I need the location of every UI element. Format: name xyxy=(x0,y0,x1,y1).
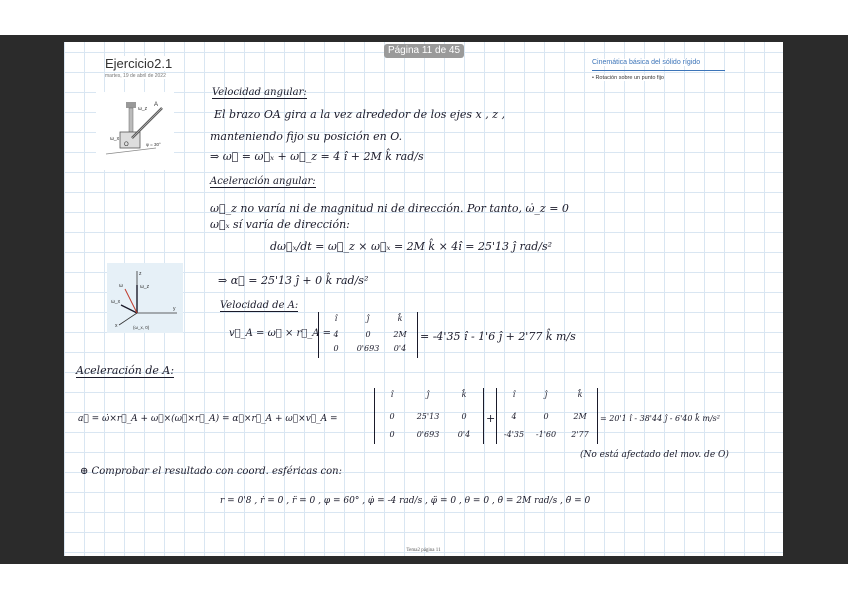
section-item[interactable]: • Rotación sobre un punto fijo xyxy=(592,75,664,81)
note-line-8-rhs: = -4'35 î - 1'6 ĵ + 2'77 k̂ m/s xyxy=(420,330,576,343)
note-line-9-lhs: a⃗ = ω̇×r⃗_A + ω⃗×(ω⃗×r⃗_A) = α⃗×r⃗_A + ω⃗×v⃗_A = xyxy=(78,414,338,424)
note-line-10: (No está afectado del mov. de O) xyxy=(580,450,729,460)
matrix-cell: ĵ xyxy=(544,390,548,399)
matrix-cell: 0 xyxy=(461,412,467,421)
note-page xyxy=(64,42,783,556)
fig2-label-z: z xyxy=(139,271,142,277)
matrix-cell: k̂ xyxy=(577,390,583,399)
vector-drawing xyxy=(107,263,183,333)
matrix-cell: 0 xyxy=(333,344,339,353)
page-title: Ejercicio2.1 xyxy=(105,56,173,71)
fig2-label-coords: (ω_x, 0) xyxy=(133,325,150,330)
heading-angular-velocity: Velocidad angular: xyxy=(212,87,307,98)
note-line-3: ⇒ ω⃗ = ω⃗ₓ + ω⃗_z = 4 î + 2M k̂ rad/s xyxy=(210,150,424,163)
matrix-cell: î xyxy=(334,314,338,323)
note-line-7: ⇒ α⃗ = 25'13 ĵ + 0 k̂ rad/s² xyxy=(218,274,369,287)
note-line-12: r = 0'8 , ṙ = 0 , r̈ = 0 , φ = 60° , φ̇ = -4 rad/s , φ̈ = 0 , θ = 0 , θ̇ = 2M rad/s , θ̈ = 0 xyxy=(220,496,591,506)
heading-velocity-a: Velocidad de A: xyxy=(220,300,299,311)
matrix-cell: 0 xyxy=(389,430,395,439)
matrix-cell: î xyxy=(512,390,516,399)
matrix-cell: -4'35 xyxy=(503,430,525,439)
matrix-alpha-cross-r xyxy=(374,388,484,444)
fig1-label-a: A xyxy=(154,102,159,108)
matrix-cell: 0'693 xyxy=(356,344,380,353)
matrix-cell: 0'693 xyxy=(416,430,440,439)
fig2-label-wz: ω_z xyxy=(140,284,150,290)
vector-figure xyxy=(107,263,183,333)
matrix-velocity-a xyxy=(318,312,418,358)
matrix-omega-cross-v xyxy=(496,388,598,444)
fig2-label-w: ω xyxy=(119,283,123,289)
matrix-cell: 2'77 xyxy=(571,430,589,439)
plus-sign: + xyxy=(486,412,496,425)
note-line-1: El brazo OA gira a la vez alrededor de los ejes x , z , xyxy=(214,108,505,121)
matrix-cell: 25'13 xyxy=(416,412,440,421)
fig1-label-wx: ω_x xyxy=(110,136,120,142)
matrix-cell: î xyxy=(390,390,394,399)
matrix-cell: 0'4 xyxy=(393,344,407,353)
heading-acceleration-a: Aceleración de A: xyxy=(76,364,175,377)
fig2-label-y: y xyxy=(173,306,176,312)
page-date: martes, 19 de abril de 2022 xyxy=(105,73,166,79)
fig1-label-wz: ω_z xyxy=(138,106,148,112)
matrix-cell: 2M xyxy=(573,412,587,421)
matrix-cell: 0 xyxy=(543,412,549,421)
note-line-8-lhs: v⃗_A = ω⃗ × r⃗_A = xyxy=(229,328,332,339)
note-line-2: manteniendo fijo su posición en O. xyxy=(210,130,403,143)
page-footer: Tema2 página 11 xyxy=(406,548,441,553)
note-line-6: dω⃗ₓ/dt = ω⃗_z × ω⃗ₓ = 2M k̂ × 4î = 25'13 ĵ rad/s² xyxy=(270,240,553,253)
matrix-cell: 0'4 xyxy=(457,430,471,439)
matrix-cell: 0 xyxy=(389,412,395,421)
matrix-cell: ĵ xyxy=(426,390,430,399)
section-divider xyxy=(592,70,725,71)
matrix-cell: 4 xyxy=(333,330,339,339)
matrix-cell: ĵ xyxy=(366,314,370,323)
matrix-cell: k̂ xyxy=(397,314,403,323)
matrix-cell: 0 xyxy=(365,330,371,339)
matrix-cell: 4 xyxy=(511,412,517,421)
page-indicator: Página 11 de 45 xyxy=(384,44,464,58)
note-line-5: ω⃗ₓ sí varía de dirección: xyxy=(210,218,350,231)
section-title[interactable]: Cinemática básica del sólido rígido xyxy=(592,59,701,66)
fig1-label-phi: φ = 30° xyxy=(146,142,161,147)
fig1-label-o: O xyxy=(124,142,129,148)
mechanism-figure xyxy=(96,92,174,170)
fig2-label-x: x xyxy=(115,323,118,329)
note-line-4: ω⃗_z no varía ni de magnitud ni de dirección. Por tanto, ω̇_z = 0 xyxy=(210,202,569,215)
matrix-cell: k̂ xyxy=(461,390,467,399)
matrix-cell: 2M xyxy=(393,330,407,339)
mechanism-drawing xyxy=(96,92,174,170)
heading-angular-acceleration: Aceleración angular: xyxy=(210,176,316,187)
note-line-9-rhs: = 20'1 î - 38'44 ĵ - 6'40 k̂ m/s² xyxy=(600,414,720,423)
note-line-11: ⊕ Comprobar el resultado con coord. esféricas con: xyxy=(80,466,342,477)
matrix-cell: -1'60 xyxy=(535,430,557,439)
fig2-label-wx: ω_x xyxy=(111,299,121,305)
